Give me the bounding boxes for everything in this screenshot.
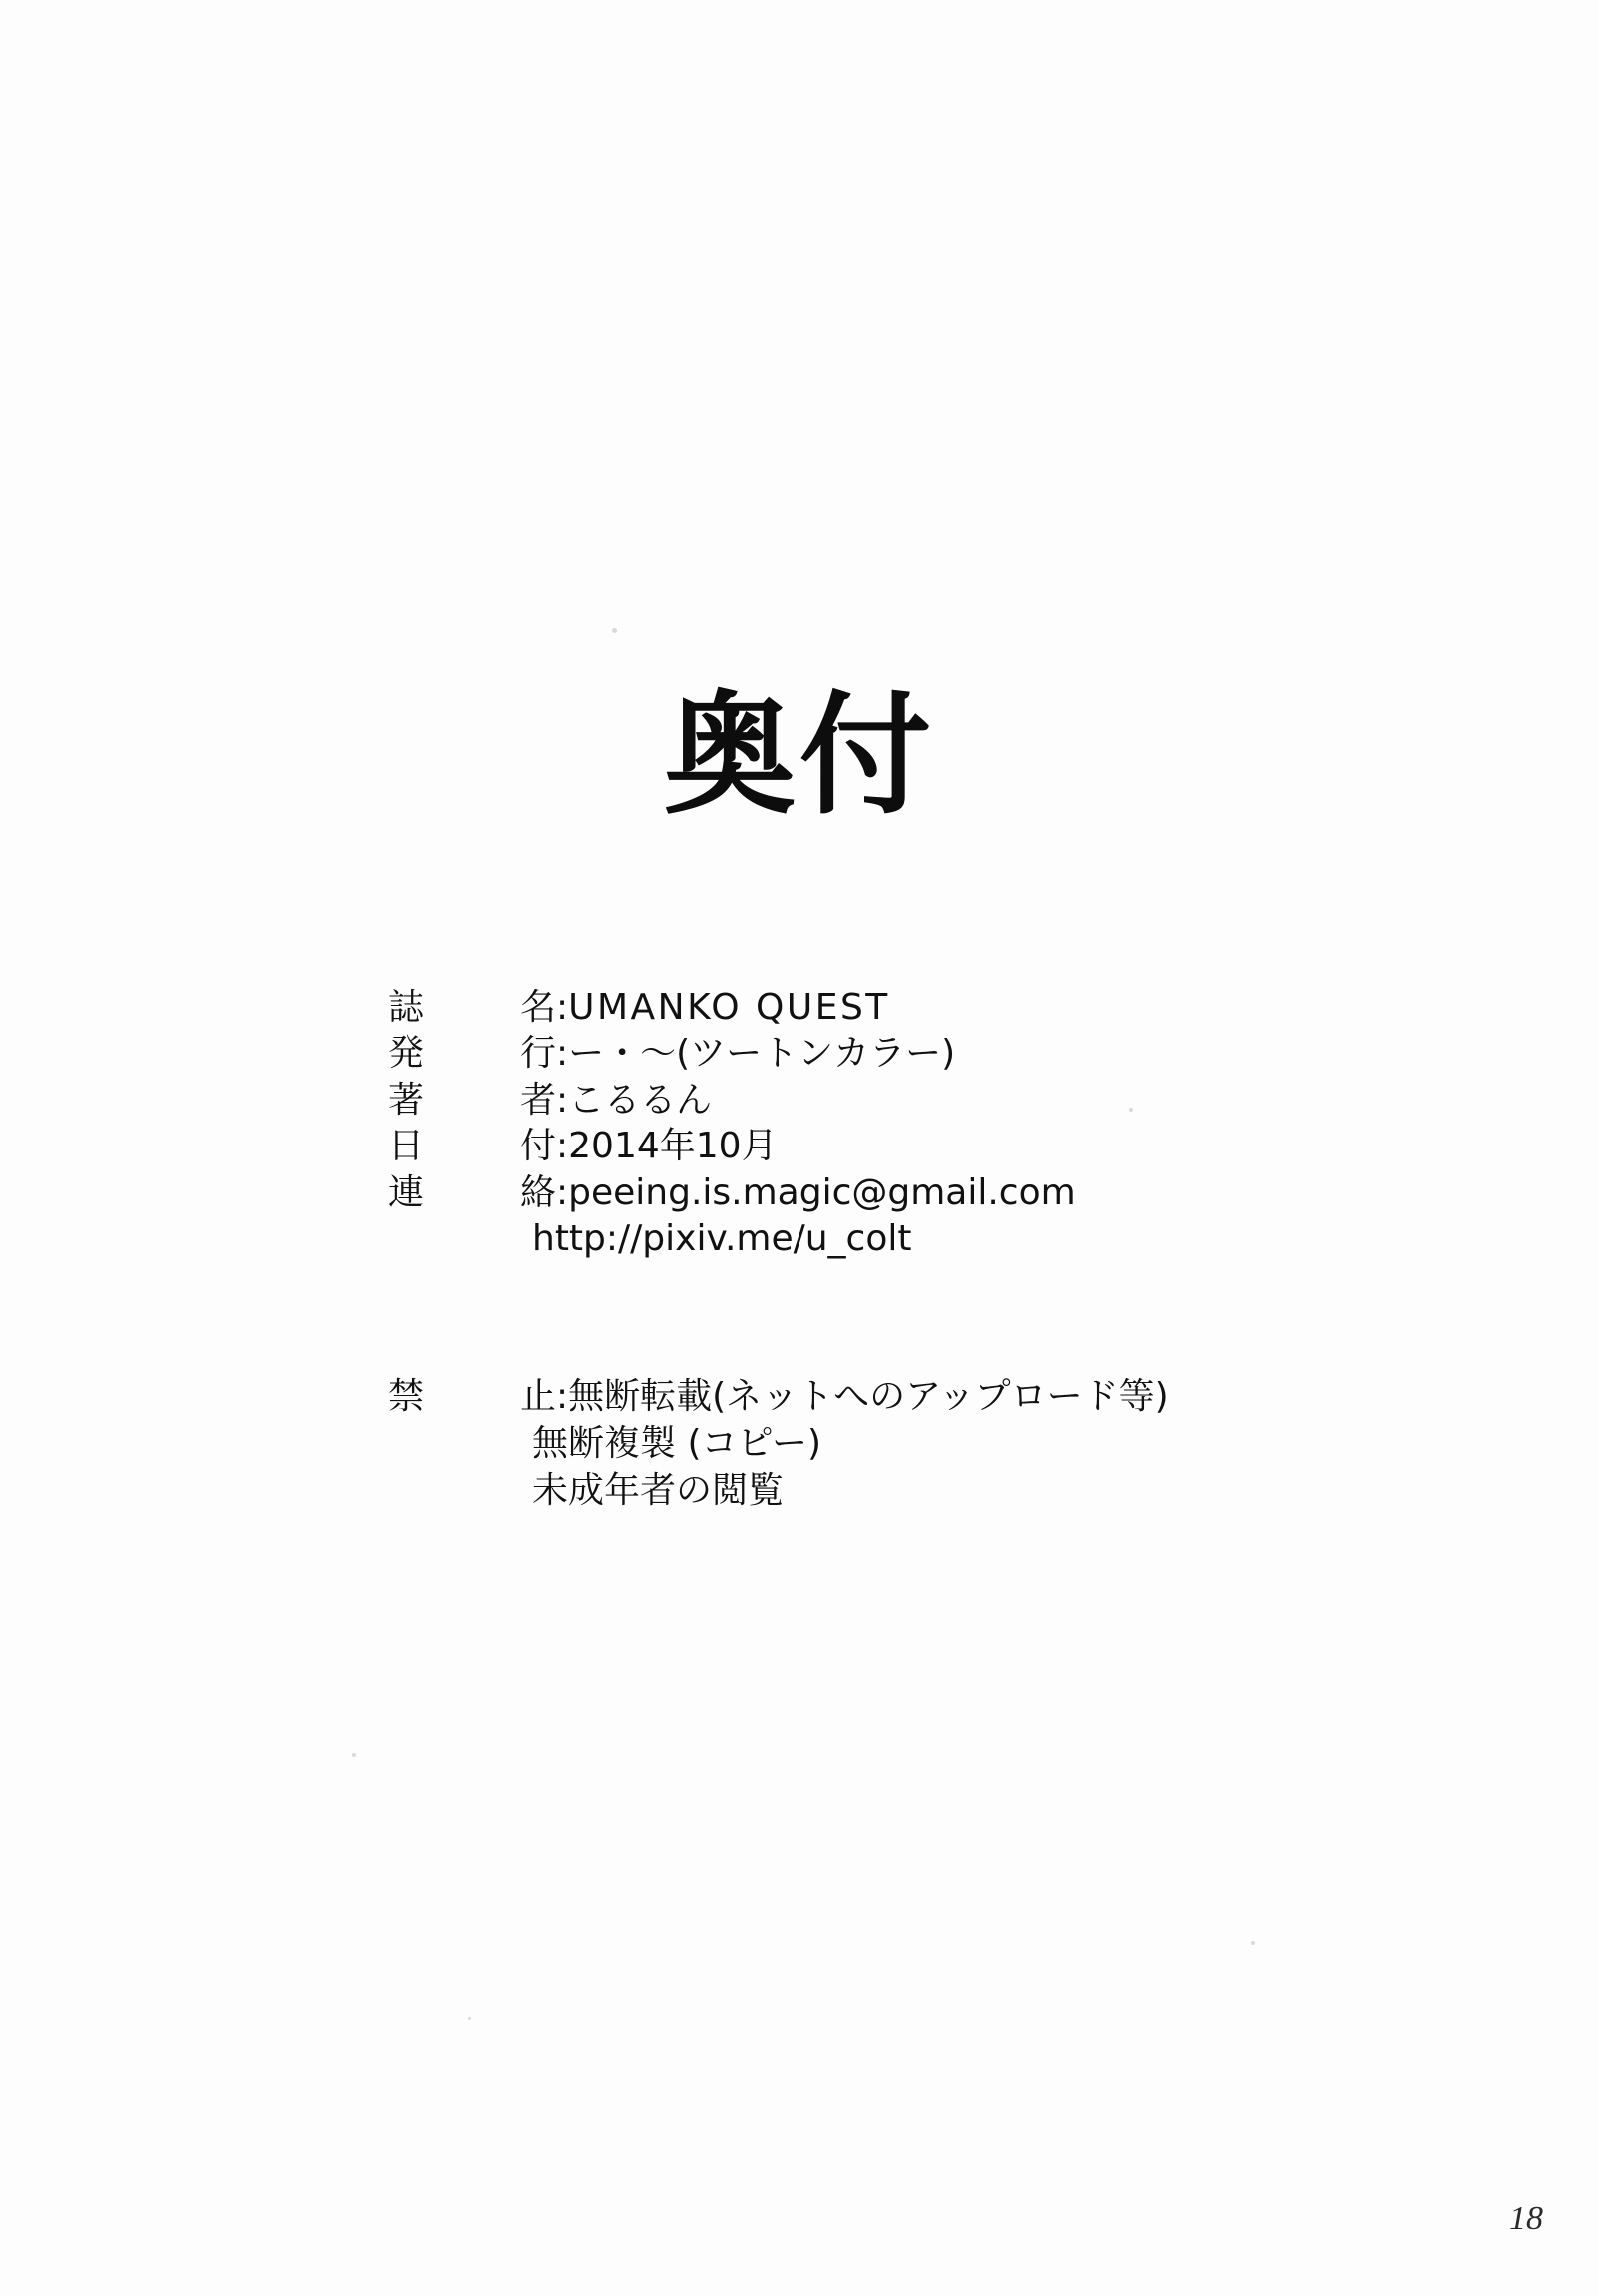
credit-value-title: UMANKO QUEST [568, 987, 890, 1028]
credits-block [388, 985, 1076, 1263]
prohibition-label: 禁 [388, 1376, 447, 1417]
credit-row-title [388, 985, 1076, 1031]
credit-row-date [388, 1124, 1076, 1169]
scan-speck [612, 628, 617, 633]
scan-speck [1251, 1941, 1255, 1945]
credit-value-date: 2014年10月 [568, 1126, 778, 1167]
credit-row-publisher [388, 1031, 1076, 1077]
credit-value-publisher: ー・〜(ツートンカラー) [568, 1033, 956, 1075]
credit-separator-author: 者: [520, 1079, 569, 1121]
credit-value-author: こるるん [568, 1079, 713, 1121]
page-number: 18 [1509, 2200, 1543, 2237]
credit-separator-contact: 絡: [520, 1171, 569, 1213]
credit-label-author: 著 [388, 1079, 447, 1121]
prohibition-row-first [388, 1374, 1169, 1421]
credit-label-date: 日 [388, 1126, 447, 1167]
credit-label-contact: 連 [388, 1171, 447, 1213]
prohibition-item-copy: 無断複製 (コピー) [532, 1422, 822, 1464]
credit-row-author [388, 1078, 1076, 1124]
credit-label-title: 誌 [388, 987, 447, 1028]
contact-url: http://pixiv.me/u_colt [532, 1218, 912, 1260]
prohibition-separator: 止: [520, 1376, 569, 1417]
credit-separator-date: 付: [520, 1126, 569, 1167]
scan-speck [352, 1753, 356, 1757]
scan-speck [1129, 1108, 1133, 1112]
credit-separator-title: 名: [520, 987, 569, 1028]
prohibitions-block [388, 1374, 1169, 1514]
prohibition-item-minors: 未成年者の閲覧 [532, 1469, 785, 1511]
contact-email: peeing.is.magic@gmail.com [568, 1171, 1076, 1213]
credit-label-publisher: 発 [388, 1033, 447, 1075]
scan-speck [468, 2017, 471, 2020]
credit-separator-publisher: 行: [520, 1033, 569, 1075]
credit-row-contact [388, 1170, 1076, 1216]
prohibition-item-reupload: 無断転載(ネットへのアップロード等) [568, 1376, 1169, 1417]
page-title: 奥付 [664, 679, 935, 833]
